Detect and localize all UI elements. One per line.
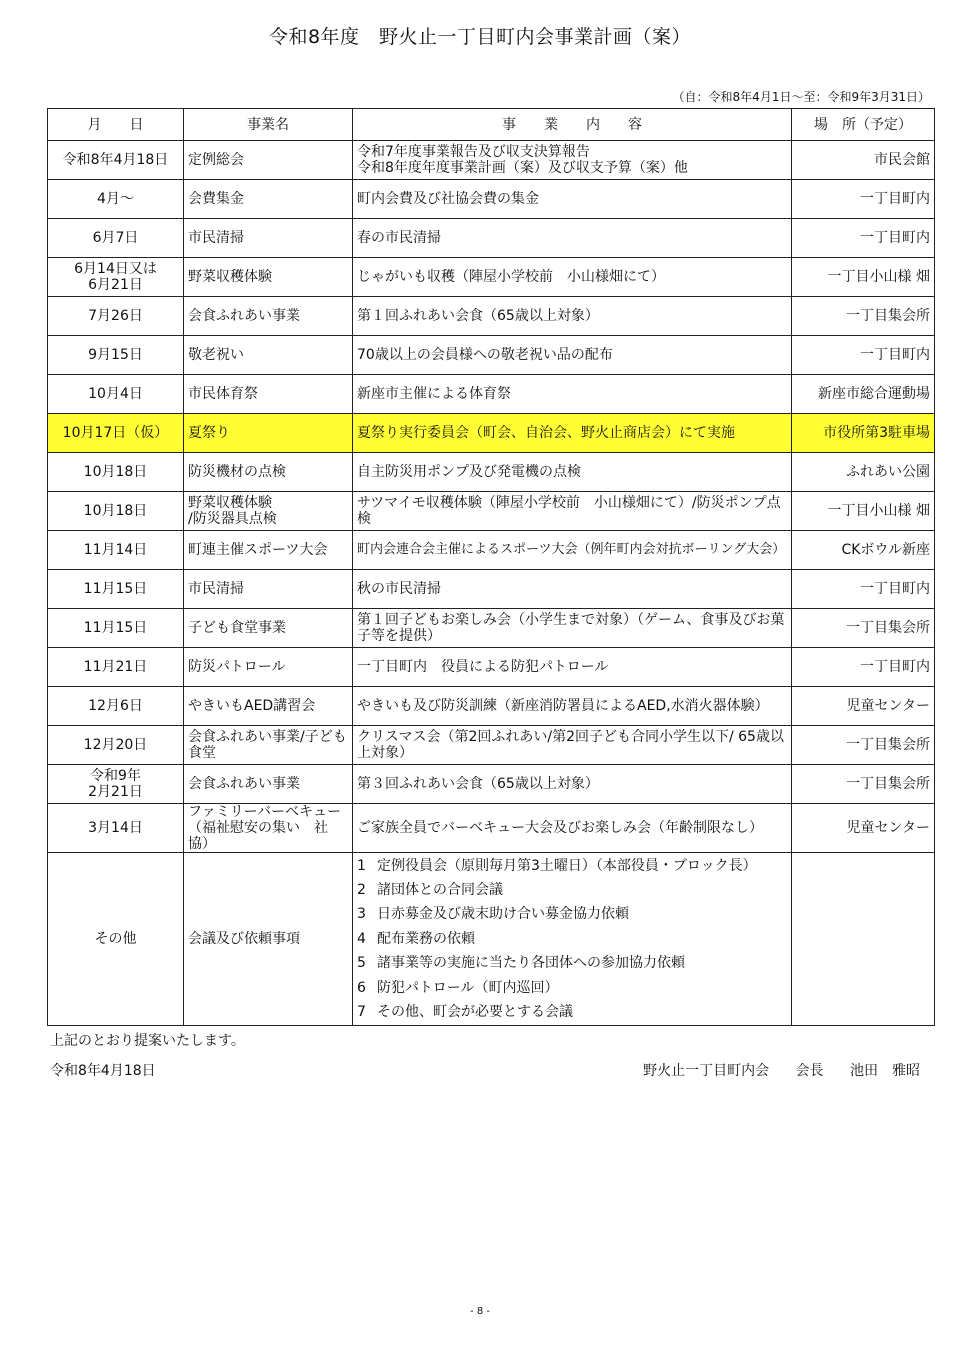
table-row [48,453,935,492]
meeting-item-number: 2 [357,882,366,899]
meeting-item-text: 諸団体との合同会議 [377,882,503,899]
row-date: 9月15日 [48,336,184,375]
row-event-name: 会費集金 [184,180,353,219]
row-content: 第１回子どもお楽しみ会（小学生まで対象）（ゲーム、食事及びお菓子等を提供） [353,609,792,648]
other-place [792,853,935,1026]
row-content: ご家族全員でバーベキュー大会及びお楽しみ会（年齢制限なし） [353,804,792,853]
meeting-item-text: 防犯パトロール（町内巡回） [377,979,559,996]
row-date: 6月7日 [48,219,184,258]
row-event-name: 会食ふれあい事業/子ども食堂 [184,726,353,765]
row-event-name: 会食ふれあい事業 [184,297,353,336]
meeting-item-number: 7 [357,1003,366,1020]
table-row [48,141,935,180]
table-row [48,765,935,804]
row-content: じゃがいも収穫（陣屋小学校前 小山様畑にて） [353,258,792,297]
row-place: 一丁目小山様 畑 [792,258,935,297]
meeting-item [357,878,787,902]
row-place: 一丁目小山様 畑 [792,492,935,531]
row-event-name: 定例総会 [184,141,353,180]
row-content: 夏祭り実行委員会（町会、自治会、野火止商店会）にて実施 [353,414,792,453]
page-number: - 8 - [470,1306,490,1317]
table-row [48,726,935,765]
row-place: ふれあい公園 [792,453,935,492]
row-date: 11月21日 [48,648,184,687]
meeting-item [357,927,787,951]
row-date: 11月15日 [48,570,184,609]
row-event-name: 市民清掃 [184,570,353,609]
row-event-name: 会食ふれあい事業 [184,765,353,804]
row-date: 10月4日 [48,375,184,414]
row-content: 新座市主催による体育祭 [353,375,792,414]
table-row [48,336,935,375]
meeting-item [357,951,787,975]
row-date: 令和9年 2月21日 [48,765,184,804]
row-date: 4月〜 [48,180,184,219]
row-place: 一丁目集会所 [792,765,935,804]
meeting-item [357,902,787,926]
row-content: 秋の市民清掃 [353,570,792,609]
row-content: 町内会費及び社協会費の集金 [353,180,792,219]
row-event-name: 子ども食堂事業 [184,609,353,648]
closing-statement: 上記のとおり提案いたします。 [50,1033,245,1049]
event-plan-table [47,108,935,1026]
table-body [48,141,935,1026]
row-date: 10月18日 [48,453,184,492]
row-place: 市民会館 [792,141,935,180]
meeting-item-number: 5 [357,955,366,972]
row-place: 一丁目町内 [792,570,935,609]
row-place: 一丁目町内 [792,336,935,375]
row-content: 第１回ふれあい会食（65歳以上対象） [353,297,792,336]
row-place: 一丁目集会所 [792,726,935,765]
row-date: 10月18日 [48,492,184,531]
row-place: 児童センター [792,804,935,853]
table-row [48,648,935,687]
row-event-name: 野菜収穫体験 [184,258,353,297]
other-row [48,853,935,1026]
row-place: 一丁目集会所 [792,609,935,648]
row-event-name: 野菜収穫体験 /防災器具点検 [184,492,353,531]
row-place: 一丁目集会所 [792,297,935,336]
meeting-item-number: 1 [357,857,366,874]
row-event-name: 市民体育祭 [184,375,353,414]
signature-name: 池田 雅昭 [850,1063,920,1079]
other-date: その他 [48,853,184,1026]
row-date: 12月20日 [48,726,184,765]
fiscal-period: （自：令和8年4月1日〜至：令和9年3月31日） [672,90,930,104]
row-date: 6月14日又は 6月21日 [48,258,184,297]
row-content: クリスマス会（第2回ふれあい/第2回子ども合同小学生以下/ 65歳以上対象） [353,726,792,765]
row-place: 市役所第3駐車場 [792,414,935,453]
table-row [48,531,935,570]
row-date: 12月6日 [48,687,184,726]
header-place: 場 所（予定） [792,109,935,141]
row-event-name: 防災パトロール [184,648,353,687]
document-title: 令和8年度 野火止一丁目町内会事業計画（案） [268,26,692,48]
table-row [48,804,935,853]
row-place: CKボウル新座 [792,531,935,570]
row-content: 70歳以上の会員様への敬老祝い品の配布 [353,336,792,375]
signature-role: 会長 [795,1063,824,1079]
signature-organization: 野火止一丁目町内会 [643,1063,770,1079]
meeting-item [357,976,787,1000]
row-place: 児童センター [792,687,935,726]
signature-date: 令和8年4月18日 [50,1063,156,1079]
row-date: 10月17日（仮） [48,414,184,453]
row-content: 一丁目町内 役員による防犯パトロール [353,648,792,687]
row-event-name: ファミリーバーベキュー（福祉慰安の集い 社協） [184,804,353,853]
row-content: 春の市民清掃 [353,219,792,258]
row-content: 自主防災用ポンプ及び発電機の点検 [353,453,792,492]
meeting-item-text: その他、町会が必要とする会議 [377,1003,573,1020]
row-event-name: やきいもAED講習会 [184,687,353,726]
row-date: 令和8年4月18日 [48,141,184,180]
meeting-item-text: 日赤募金及び歳末助け合い募金協力依頼 [377,906,629,923]
row-date: 7月26日 [48,297,184,336]
row-content: 令和7年度事業報告及び収支決算報告 令和8年度年度事業計画（案）及び収支予算（案）他 [353,141,792,180]
header-date: 月 日 [48,109,184,141]
row-place: 一丁目町内 [792,219,935,258]
table-row [48,180,935,219]
header-event-name: 事業名 [184,109,353,141]
table-header-row [48,109,935,141]
table-row [48,570,935,609]
row-date: 11月14日 [48,531,184,570]
table-row [48,414,935,453]
table-row [48,492,935,531]
row-date: 3月14日 [48,804,184,853]
table-row [48,687,935,726]
row-content: 町内会連合会主催によるスポーツ大会（例年町内会対抗ボーリング大会） [353,531,792,570]
row-place: 一丁目町内 [792,648,935,687]
meeting-item-number: 6 [357,979,366,996]
table-row [48,258,935,297]
row-event-name: 町連主催スポーツ大会 [184,531,353,570]
table-row [48,297,935,336]
row-event-name: 防災機材の点検 [184,453,353,492]
meeting-item [357,854,787,878]
signature-block [643,1060,920,1080]
row-event-name: 敬老祝い [184,336,353,375]
meeting-list [357,854,787,1025]
meeting-item-text: 諸事業等の実施に当たり各団体への参加協力依頼 [377,955,685,972]
row-place: 一丁目町内 [792,180,935,219]
header-content: 事 業 内 容 [353,109,792,141]
meeting-item-number: 4 [357,930,366,947]
table-row [48,375,935,414]
other-name: 会議及び依頼事項 [184,853,353,1026]
row-content: 第３回ふれあい会食（65歳以上対象） [353,765,792,804]
meeting-item [357,1000,787,1024]
row-date: 11月15日 [48,609,184,648]
table-row [48,219,935,258]
row-place: 新座市総合運動場 [792,375,935,414]
row-content: やきいも及び防災訓練（新座消防署員によるAED,水消火器体験） [353,687,792,726]
meeting-item-number: 3 [357,906,366,923]
meeting-item-text: 配布業務の依頼 [377,930,475,947]
row-event-name: 夏祭り [184,414,353,453]
other-items-cell [353,853,792,1026]
meeting-item-text: 定例役員会（原則毎月第3土曜日）（本部役員・ブロック長） [377,857,757,874]
row-content: サツマイモ収穫体験（陣屋小学校前 小山様畑にて）/防災ポンプ点検 [353,492,792,531]
table-row [48,609,935,648]
row-event-name: 市民清掃 [184,219,353,258]
